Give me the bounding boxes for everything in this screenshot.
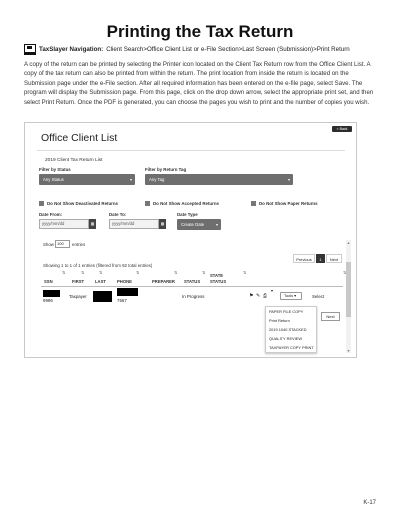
- tools-label: Tools: [284, 293, 294, 298]
- navigation-line: [24, 41, 384, 57]
- pager-next[interactable]: Next: [326, 254, 342, 263]
- sort-icon[interactable]: ⇅: [62, 270, 66, 275]
- filter-tag-select[interactable]: [145, 174, 293, 185]
- sort-icon[interactable]: ⇅: [243, 270, 247, 275]
- sort-icon[interactable]: ⇅: [136, 270, 140, 275]
- show-entries-select[interactable]: [55, 240, 70, 248]
- divider: [41, 286, 343, 287]
- printer-icon[interactable]: ⎙: [263, 293, 268, 299]
- pager-previous[interactable]: Previous: [293, 254, 315, 263]
- nav-label: TaxSlayer Navigation:: [39, 45, 104, 53]
- column-header-state-status[interactable]: STATE STATUS: [210, 273, 227, 284]
- date-type-value: Create Date: [181, 222, 205, 227]
- column-header-preparer[interactable]: PREPARER: [152, 279, 175, 284]
- entries-label: entries: [72, 242, 86, 247]
- redacted-last: [93, 291, 112, 302]
- subtitle: 2019 Client Tax Return List: [45, 158, 103, 163]
- caret-down-icon: ▾: [129, 177, 132, 182]
- sort-icon[interactable]: ⇅: [343, 270, 347, 275]
- intro-paragraph: A copy of the return can be printed by selecting the Printer icon located on the Client Tax Return row from the Office Client List. A copy of the tax return can also be printed from within the return. The print location from inside the return is located on the Submission page under the e-File section. After all required information has been entered on the e-file page, select Save. The program will display the Submission page. From this page, click on the drop down arrow, select the appropriate print set, and then select Print Return. Once the PDF is generated, you can choose the pages you wish to print and the number of copies you wish.: [24, 61, 374, 106]
- caret-down-icon[interactable]: ▾: [271, 288, 274, 293]
- redacted-phone: [117, 288, 138, 296]
- date-to-label: Date To:: [109, 212, 127, 217]
- caret-down-icon: ▾: [215, 222, 218, 227]
- column-header-last[interactable]: LAST: [95, 279, 106, 284]
- screen-title: Office Client List: [41, 132, 118, 144]
- filter-status-label: Filter by Status: [39, 167, 71, 172]
- office-client-list-screenshot: [24, 122, 357, 358]
- show-entries-value: 100: [57, 241, 64, 246]
- row-status: In Progress: [182, 294, 205, 299]
- row-phone: 7567: [117, 298, 127, 303]
- date-type-label: Date Type: [177, 212, 198, 217]
- column-header-status[interactable]: STATUS: [184, 279, 201, 284]
- next-button[interactable]: Next: [321, 312, 340, 321]
- filter-tag-label: Filter by Return Tag: [145, 167, 187, 172]
- dropdown-item[interactable]: PAPER FILE COPY: [269, 309, 304, 314]
- filter-status-select[interactable]: [39, 174, 135, 185]
- row-ssn: 9996: [43, 298, 53, 303]
- redacted-ssn: [43, 290, 60, 297]
- page-number: K-17: [363, 500, 376, 506]
- accepted-label: Do Not Show Accepted Returns: [153, 201, 219, 206]
- dropdown-item[interactable]: Print Return: [269, 318, 290, 323]
- print-set-dropdown: [265, 306, 317, 353]
- filter-tag-value: Any Tag: [149, 177, 165, 182]
- tools-button[interactable]: Tools ▾: [280, 292, 302, 300]
- scroll-down-icon[interactable]: ▾: [347, 348, 350, 353]
- scrollbar[interactable]: [346, 240, 351, 353]
- paper-label: Do Not Show Paper Returns: [259, 201, 318, 206]
- caret-down-icon: ▾: [287, 177, 290, 182]
- paper-checkbox[interactable]: [251, 201, 256, 206]
- calendar-icon[interactable]: ▦: [159, 219, 166, 229]
- pager-page-1[interactable]: 1: [316, 254, 325, 263]
- divider: [37, 150, 345, 151]
- sort-icon[interactable]: ⇅: [174, 270, 178, 275]
- nav-path: Client Search>Office Client List or e-File Section>Last Screen (Submission)>Print Return: [106, 45, 350, 53]
- flag-icon[interactable]: ⚑: [249, 293, 254, 299]
- sort-icon[interactable]: ⇅: [81, 270, 85, 275]
- date-from-label: Date From:: [39, 212, 63, 217]
- deactivated-checkbox[interactable]: [39, 201, 44, 206]
- calendar-icon[interactable]: ▦: [89, 219, 96, 229]
- column-header-ssn[interactable]: SSN: [44, 279, 53, 284]
- dropdown-item[interactable]: QUALITY REVIEW: [269, 336, 303, 341]
- sort-icon[interactable]: ⇅: [99, 270, 103, 275]
- filter-status-value: Any Status: [43, 177, 64, 182]
- showing-entries-text: Showing 1 to 1 of 1 entries (filtered from 92 total entries): [43, 263, 153, 268]
- column-header-first[interactable]: FIRST: [72, 279, 85, 284]
- show-label: Show: [43, 242, 54, 247]
- deactivated-label: Do Not Show Deactivated Returns: [47, 201, 118, 206]
- column-header-phone[interactable]: PHONE: [117, 279, 132, 284]
- row-first: Taxpayer: [69, 294, 87, 299]
- scroll-thumb[interactable]: [346, 262, 351, 317]
- back-button[interactable]: < Back: [332, 126, 352, 132]
- paperclip-icon[interactable]: ✎: [256, 293, 261, 299]
- scroll-up-icon[interactable]: ▴: [347, 240, 350, 245]
- date-to-input[interactable]: yyyy/mm/dd: [109, 219, 159, 229]
- date-from-input[interactable]: yyyy/mm/dd: [39, 219, 89, 229]
- sort-icon[interactable]: ⇅: [202, 270, 206, 275]
- computer-icon: [24, 44, 36, 55]
- date-type-select[interactable]: [177, 219, 221, 230]
- dropdown-item[interactable]: TAXPAYER COPY PRINT: [269, 345, 314, 350]
- dropdown-item[interactable]: 2019 1040 STACKED: [269, 327, 307, 332]
- accepted-checkbox[interactable]: [145, 201, 150, 206]
- page-title: Printing the Tax Return: [106, 22, 294, 41]
- select-link[interactable]: Select: [312, 294, 325, 299]
